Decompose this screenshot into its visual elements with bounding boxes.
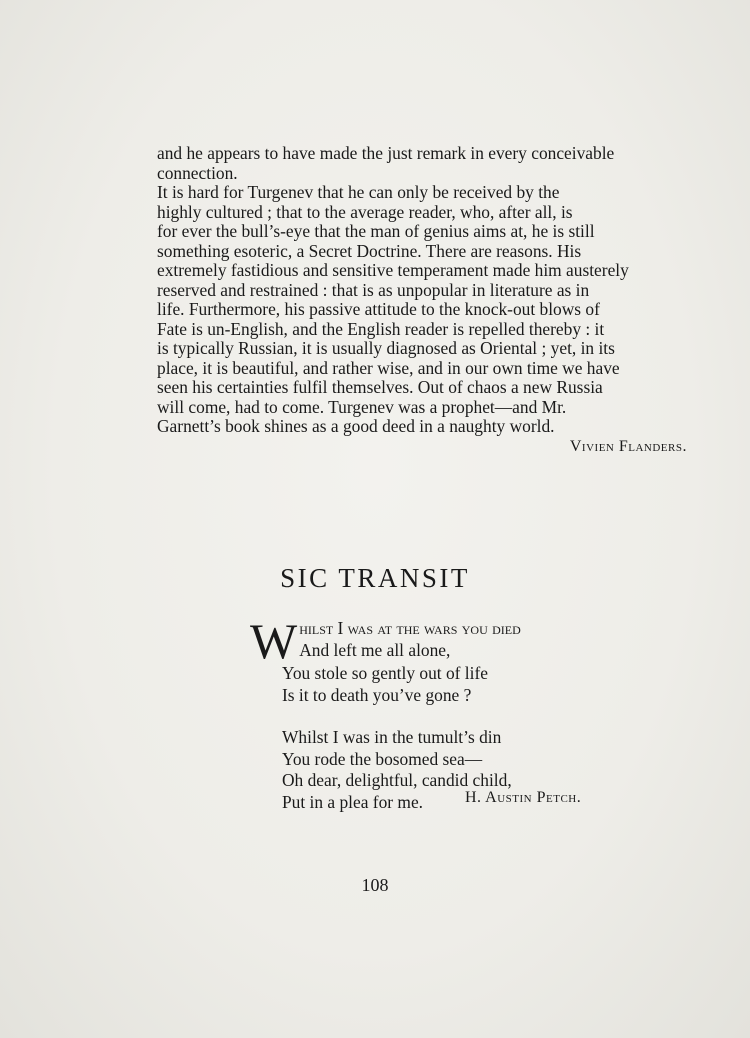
poem-signature: H. Austin Petch. [465,789,582,806]
poem-line: Oh dear, delightful, candid child, [282,770,512,790]
stanza-break [250,706,630,727]
poem-line: And left me all alone, [299,639,451,660]
prose-line: for ever the bull’s-eye that the man of genius aims at, he is still [157,221,595,241]
prose-line: Garnett’s book shines as a good deed in a naughty world. [157,416,555,436]
review-text [157,144,687,456]
prose-line: place, it is beautiful, and rather wise, and in our own time we have [157,357,620,378]
prose-line: Fate is un-English, and the English reader is repelled thereby : it [157,318,605,339]
poem-line: Put in a plea for me. [282,791,424,812]
drop-cap: W [250,613,298,669]
poem-title: SIC TRANSIT [280,563,470,593]
prose-line: It is hard for Turgenev that he can only be received by the [157,182,560,202]
poem-line: You rode the bosomed sea— [282,748,483,769]
review-signature: Vivien Flanders. [569,437,687,455]
prose-line: and he appears to have made the just remark in every conceivable [157,143,615,163]
prose-line: highly cultured ; that to the average reader, who, after all, is [157,201,573,222]
prose-line: life. Furthermore, his passive attitude to the knock-out blows of [157,299,600,319]
page-number: 108 [361,875,389,895]
prose-line: seen his certainties fulfil themselves. Out of chaos a new Russia [157,377,603,397]
prose-line: reserved and restrained : that is as unpopular in literature as in [157,279,590,300]
poem-line: hilst I was at the wars you died [299,618,521,638]
poem-line: You stole so gently out of life [282,663,488,683]
prose-line: something esoteric, a Secret Doctrine. There are reasons. His [157,240,582,261]
prose-line: connection. [157,162,238,183]
poem-line: Whilst I was in the tumult’s din [282,727,502,747]
prose-line: is typically Russian, it is usually diagnosed as Oriental ; yet, in its [157,338,615,358]
poem [250,613,630,813]
poem-line: Is it to death you’ve gone ? [282,684,472,705]
prose-line: extremely fastidious and sensitive temperament made him austerely [157,260,629,280]
prose-line: will come, had to come. Turgenev was a prophet—and Mr. [157,396,567,417]
